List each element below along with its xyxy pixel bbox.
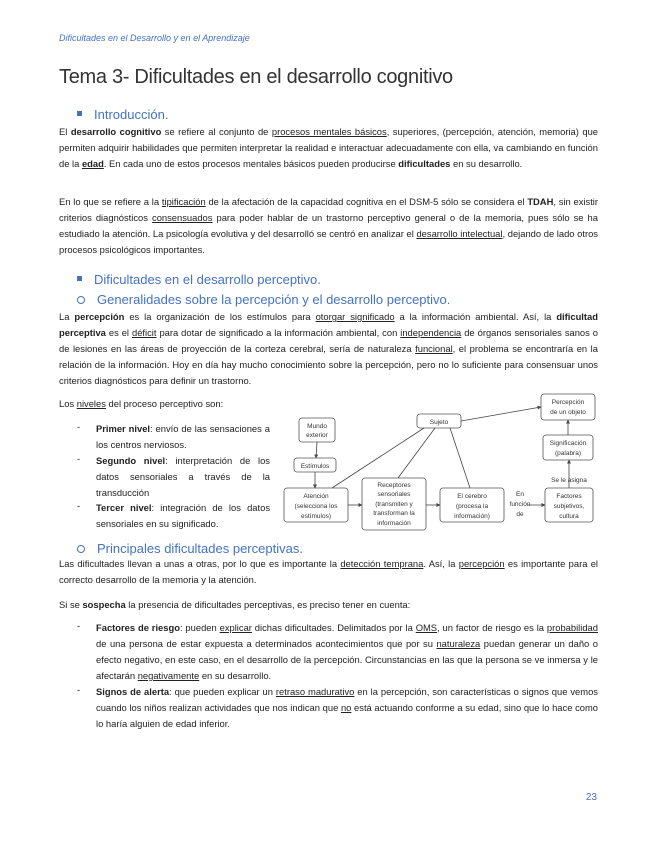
page-title: Tema 3- Dificultades en el desarrollo cognitivo <box>59 66 453 88</box>
dash-marker: - <box>77 421 81 432</box>
level-item-2: Segundo nivel: interpretación de los datos sensoriales a través de la transducción <box>96 455 270 498</box>
diagram-label-estimulos: Estímulos <box>300 463 330 470</box>
bullet-square-icon <box>77 276 82 281</box>
paragraph-cognitive: El desarrollo cognitivo se refiere al conjunto de procesos mentales básicos, superiores, (percepción, atención, memoria) que permiten adquirir habilidades que permiten interpretar la realidad e interactuar adecuadamente con ella, va cambiando en función de la edad. En cada uno de estos procesos mentales básicos pueden producirse dificultades en su desarrollo. <box>59 126 598 169</box>
diagram-label-mundo-2: exterior <box>306 432 328 439</box>
diagram-label-receptores-2: sensoriales <box>377 491 411 498</box>
diagram-label-receptores-4: transforman la <box>373 510 415 517</box>
diagram-label-en-funcion-1: En <box>516 491 524 498</box>
diagram-label-cerebro-2: (procesa la <box>455 503 489 510</box>
diagram-label-percepcion-1: Percepción <box>551 399 585 406</box>
risk-factors-item: Factores de riesgo: pueden explicar dichas dificultades. Delimitados por la OMS, un factor de riesgo es la probabilidad de una persona de estar expuesta a determinados acontecimientos que por su naturaleza puedan generar un daño o efecto negativo, en este caso, en el desarrollo de la percepción. Circunstancias en las que la persona se ve inmersa y le afectarán negativamente en su desarrollo. <box>96 622 598 681</box>
diagram-label-cerebro-3: información) <box>454 513 490 520</box>
levels-intro: Los niveles del proceso perceptivo son: <box>59 398 224 409</box>
diagram-label-cerebro-1: El cerebro <box>457 493 487 500</box>
diagram-label-atencion-1: Atención <box>303 493 329 500</box>
section-perceptive-heading: Dificultades en el desarrollo perceptivo. <box>77 272 321 287</box>
diagram-label-significacion-2: (palabra) <box>554 450 582 457</box>
dash-marker: - <box>77 453 81 464</box>
diagram-label-significacion-1: Significación <box>549 440 587 447</box>
diagram-label-sujeto: Sujeto <box>429 419 449 426</box>
paragraph-perception: La percepción es la organización de los estímulos para otorgar significado a la información ambiental. Así, la dificultad perceptiva es el déficit para dotar de significado a la información ambiental, con independencia de órganos sensoriales sanos o de lesiones en las áreas de proyección de la corteza cerebral, sería de naturaleza funcional, el problema se encontraría en la relación de la información. Hoy en día hay mucho conocimiento sobre la percepción, pero no lo suficiente para consensuar unos criterios diagnósticos para definir un trastorno. <box>59 311 599 386</box>
subheading-generalities: Generalidades sobre la percepción y el desarrollo perceptivo. <box>77 292 450 307</box>
diagram-label-en-funcion-3: de <box>516 511 524 518</box>
dash-marker: - <box>77 684 81 695</box>
subheading-main-difficulties: Principales dificultades perceptivas. <box>77 541 303 556</box>
diagram-label-mundo-1: Mundo <box>307 423 327 430</box>
perception-diagram <box>280 390 605 535</box>
diagram-label-receptores-1: Receptores <box>377 482 411 489</box>
diagram-label-se-le-asigna: Se le asigna <box>551 477 587 484</box>
diagram-label-atencion-3: estímulos) <box>301 513 331 520</box>
diagram-label-factores-1: Factores <box>556 493 582 500</box>
dash-marker: - <box>77 500 81 511</box>
level-item-3: Tercer nivel: integración de los datos sensoriales en su significado. <box>96 502 271 529</box>
running-header: Dificultades en el Desarrollo y en el Aprendizaje <box>59 33 250 43</box>
alert-signs-item: Signos de alerta: que pueden explicar un retraso madurativo en la percepción, son características o signos que vemos cuando los niños realizan actividades que nos indican que no está actuando conforme a su edad, sino que lo hace como lo haría alguien de edad inferior. <box>96 686 599 729</box>
paragraph-suspicion: Si se sospecha la presencia de dificultades perceptivas, es preciso tener en cuenta: <box>59 599 411 610</box>
box-percepcion <box>541 394 595 420</box>
bullet-circle-icon <box>77 296 85 304</box>
diagram-label-atencion-2: (selecciona los <box>294 503 338 510</box>
paragraph-early-detection: Las dificultades llevan a unas a otras, por lo que es importante la detección temprana. Así, la percepción es importante para el correcto desarrollo de la memoria y la atención. <box>59 558 598 585</box>
diagram-label-factores-2: subjetivos, <box>553 503 585 510</box>
intro-heading: Introducción. <box>77 107 168 122</box>
bullet-square-icon <box>77 111 82 116</box>
diagram-label-percepcion-2: de un objeto <box>550 409 586 416</box>
dash-marker: - <box>77 620 81 631</box>
level-item-1: Primer nivel: envío de las sensaciones a los centros nerviosos. <box>96 423 270 450</box>
paragraph-dsm5: En lo que se refiere a la tipificación de la afectación de la capacidad cognitiva en el DSM-5 sólo se considera el TDAH, sin existir criterios diagnósticos consensuados para poder hablar de un trastorno perceptivo general o de la memoria, pues sólo se ha estudiado la atención. La psicología evolutiva y del desarrolló se centró en analizar el desarrollo intelectual, dejando de lado otros procesos psicológicos importantes. <box>59 196 598 255</box>
diagram-label-receptores-5: información <box>377 520 411 527</box>
diagram-label-factores-3: cultura <box>559 513 579 520</box>
bullet-circle-icon <box>77 545 85 553</box>
diagram-label-receptores-3: (transmiten y <box>375 501 413 508</box>
diagram-label-en-funcion-2: función <box>509 501 531 508</box>
page-number: 23 <box>585 792 597 803</box>
